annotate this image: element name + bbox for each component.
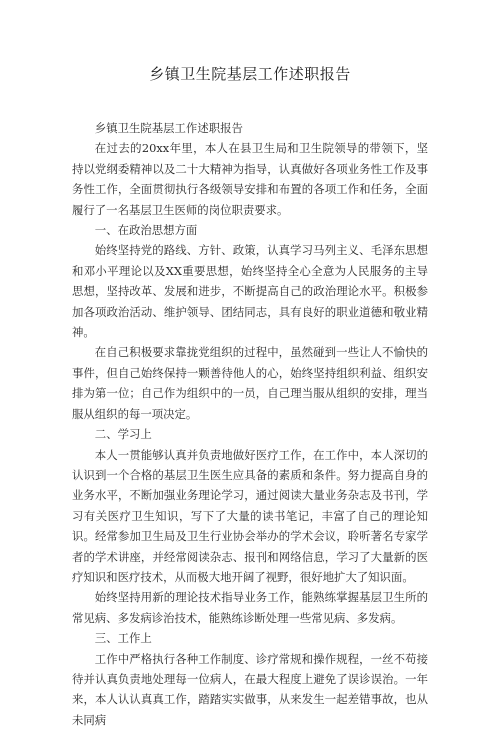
politics-paragraph-1: 始终坚持党的路线、方针、政策，认真学习马列主义、毛泽东思想和邓小平理论以及XX重要思想，始终坚持全心全意为人民服务的主导思想，坚持改革、发展和进步，不断提高自己的政治理论水平。积极参加各项政治活动、维护领导、团结同志，具有良好的职业道德和敬业精神。 xyxy=(72,243,428,340)
report-subtitle-line: 乡镇卫生院基层工作述职报告 xyxy=(94,121,243,135)
document-body xyxy=(72,118,428,730)
section-heading-study: 二、学习上 xyxy=(94,427,152,442)
politics-paragraph-2: 在自己积极要求靠拢党组织的过程中，虽然碰到一些让人不愉快的事件，但自己始终保持一颗善待他人的心，始终坚持组织利益、组织安排为第一位；自己作为组织中的一员，自己理当服从组织的安排，理当服从组织的每一项决定。 xyxy=(72,345,428,421)
section-heading-politics: 一、在政治思想方面 xyxy=(94,223,198,238)
section-heading-work: 三、工作上 xyxy=(94,631,152,646)
intro-paragraph: 在过去的20xx年里，本人在县卫生局和卫生院领导的带领下，坚持以党纲委精神以及二十大精神为指导，认真做好各项业务性工作及事务性工作，全面贯彻执行各级领导安排和布置的各项工作和任务，全面履行了一名基层卫生医师的岗位职责要求。 xyxy=(72,141,428,217)
document-title: 乡镇卫生院基层工作述职报告 xyxy=(149,65,351,83)
work-paragraph-1: 工作中严格执行各种工作制度、诊疗常规和操作规程，一丝不苟接待并认真负责地处理每一位病人，在最大程度上避免了误诊误治。一年来，本人认认真真工作，踏踏实实做事，从来发生一起差错事故，也从未同病 xyxy=(72,651,428,727)
study-paragraph-1: 本人一贯能够认真并负责地做好医疗工作，在工作中，本人深切的认识到一个合格的基层卫生医生应具备的素质和条件。努力提高自身的业务水平，不断加强业务理论学习，通过阅读大量业务杂志及书刊，学习有关医疗卫生知识，写下了大量的读书笔记，丰富了自己的理论知识。经常参加卫生局及卫生行业协会举办的学术会议，聆听著名专家学者的学术讲座，并经常阅读杂志、报刊和网络信息，学习了大量新的医疗知识和医疗技术，从而极大地开阔了视野，很好地扩大了知识面。 xyxy=(72,447,428,584)
study-paragraph-2: 始终坚持用新的理论技术指导业务工作，能熟练掌握基层卫生所的常见病、多发病诊治技术，能熟练诊断处理一些常见病、多发病。 xyxy=(72,590,428,625)
